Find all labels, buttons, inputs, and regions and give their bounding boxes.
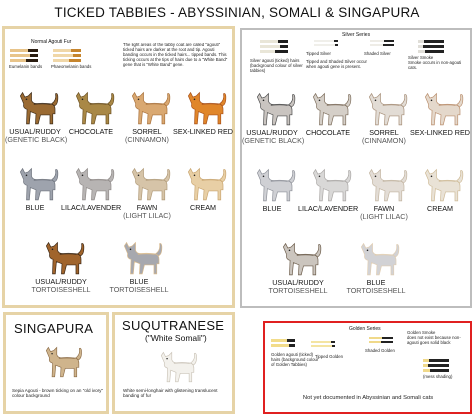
tipped-golden-label: Tipped Golden: [315, 354, 344, 359]
silver-smoke-swatch: [418, 38, 444, 54]
silver-series-panel: [240, 28, 472, 308]
normal-cat-subname: (CINNAMON): [125, 135, 169, 145]
normal-header: Normal Agouti Fur: [31, 39, 72, 45]
page-title: TICKED TABBIES - ABYSSINIAN, SOMALI & SINGAPURA: [54, 5, 420, 20]
suqutranese-panel: [112, 312, 235, 414]
singapura-note: Sepia Agouti - brown ticking on an "old ivory" colour background: [12, 388, 104, 399]
suqutranese-cat: [155, 347, 197, 383]
shaded-silver-label: Shaded Silver: [364, 51, 391, 56]
normal-cat-figure: [181, 163, 227, 201]
normal-cat-label: [117, 128, 177, 144]
silver-cat-name: USUAL/RUDDY: [246, 128, 298, 137]
normal-cat-figure: [69, 87, 115, 125]
normal-cat-name: CREAM: [190, 203, 216, 212]
silver-cat-name: BLUE: [262, 204, 282, 213]
normal-cat-label: [5, 127, 68, 145]
silver-cat-name: LILAC/LAVENDER: [298, 204, 359, 213]
silver-cat-figure: [418, 164, 464, 202]
tipped-silver-swatch: [314, 38, 338, 50]
silver-cat-figure: [306, 88, 352, 126]
silver-header: Silver Series: [342, 32, 371, 38]
silver-cat-label: [298, 129, 358, 137]
silver-cat-label: [346, 279, 406, 295]
silver-agouti-swatch: [260, 38, 288, 54]
silver-smoke-label: Silver Smoke: [408, 55, 434, 60]
silver-cat-subname: (LIGHT LILAC): [360, 212, 408, 222]
singapura-title: SINGAPURA: [14, 321, 94, 336]
silver-cat-label: [268, 279, 328, 295]
silver-cat-label: [242, 128, 305, 146]
silver-cat-figure: [362, 88, 408, 126]
normal-cat-figure: [69, 163, 115, 201]
eumelanin-swatch: [10, 47, 38, 63]
silver-cat-label: [410, 129, 470, 137]
normal-cat-figure: [13, 163, 59, 201]
silver-cat-subname: (CINNAMON): [362, 136, 406, 146]
silver-cat-name: FAWN: [373, 204, 395, 213]
silver-cat-label: [410, 205, 470, 213]
silver-cat-figure: [276, 238, 322, 276]
eumelanin-label: Eumelanin bands: [9, 64, 43, 69]
silver-cat-name: SORREL: [369, 128, 399, 137]
normal-cat-figure: [13, 87, 59, 125]
silver-cat-label: [242, 205, 302, 213]
silver-cat-figure: [250, 88, 296, 126]
singapura-cat: [40, 342, 82, 378]
silver-cat-name: CREAM: [427, 204, 453, 213]
suqutranese-title: SUQUTRANESE: [122, 318, 225, 333]
normal-cat-subname: (GENETIC BLACK): [5, 135, 68, 145]
normal-cat-name: BLUE: [25, 203, 45, 212]
golden-smoke-note: does not exist because non-agouti goes solid black: [407, 335, 461, 345]
suqutranese-subtitle: ("White Somali"): [145, 333, 207, 343]
tipped-silver-label: Tipped Silver: [306, 51, 331, 56]
normal-cat-label: [61, 204, 121, 212]
normal-note: The light areas of the tabby coat are called "agouti" ticked hairs are darker at the root and tip. Agouti banding occurs in the ticked hairs... tipped bands. This ticking occurs at the tips of hairs due to a "White Band" gene that is "White Band" gene.: [123, 43, 228, 67]
silver-cat-subname: TORTOISESHELL: [346, 286, 406, 296]
silver-cat-figure: [306, 164, 352, 202]
golden-footer: Not yet documented in Abyssinian and Somali cats: [302, 395, 434, 401]
normal-cat-label: [61, 128, 121, 136]
silver-cat-label: [354, 129, 414, 145]
normal-cat-figure: [39, 237, 85, 275]
mess-shading-label: (mess shading): [423, 374, 453, 379]
silver-cat-figure: [418, 88, 464, 126]
normal-agouti-panel: [2, 26, 235, 308]
normal-cat-label: [5, 204, 65, 212]
phaeomelanin-swatch: [53, 47, 81, 63]
silver-cat-subname: TORTOISESHELL: [268, 286, 328, 296]
normal-cat-name: SORREL: [132, 127, 162, 136]
golden-agouti-label: Golden agouti (ticked) hairs (background colour of Golden Tabbies): [271, 352, 319, 367]
normal-cat-name: BLUE: [129, 277, 149, 286]
silver-cat-label: [354, 205, 414, 221]
silver-cat-subname: (GENETIC BLACK): [242, 136, 305, 146]
silver-cat-name: SEX-LINKED RED: [410, 128, 470, 137]
silver-cat-figure: [250, 164, 296, 202]
normal-cat-figure: [181, 87, 227, 125]
normal-cat-figure: [117, 237, 163, 275]
tipped-shaded-note: Tipped and Shaded Silver occur when agouti gene is present.: [306, 59, 367, 69]
silver-cat-figure: [362, 164, 408, 202]
shaded-golden-label: Shaded Golden: [365, 348, 395, 353]
normal-cat-name: LILAC/LAVENDER: [61, 203, 122, 212]
smoke-note: Smoke occurs in non-agouti cats.: [408, 60, 462, 70]
normal-cat-subname: (LIGHT LILAC): [123, 211, 171, 221]
silver-cat-figure: [354, 238, 400, 276]
golden-smoke-swatch: [423, 357, 449, 373]
normal-cat-label: [109, 278, 169, 294]
normal-cat-name: SEX-LINKED RED: [173, 127, 233, 136]
normal-cat-subname: TORTOISESHELL: [109, 285, 169, 295]
normal-cat-name: FAWN: [136, 203, 158, 212]
silver-agouti-label: Silver agouti (ticked) hairs (background colour of silver tabbies): [250, 58, 303, 73]
normal-cat-subname: TORTOISESHELL: [31, 285, 91, 295]
silver-cat-name: BLUE: [366, 278, 386, 287]
normal-cat-name: CHOCOLATE: [68, 127, 114, 136]
normal-cat-name: USUAL/RUDDY: [9, 127, 61, 136]
normal-cat-figure: [125, 87, 171, 125]
normal-cat-name: USUAL/RUDDY: [35, 277, 87, 286]
silver-cat-name: CHOCOLATE: [305, 128, 351, 137]
shaded-golden-swatch: [369, 335, 393, 347]
normal-cat-label: [117, 204, 177, 220]
normal-cat-label: [31, 278, 91, 294]
golden-smoke-label: Golden Smoke: [407, 330, 436, 335]
normal-cat-figure: [125, 163, 171, 201]
shaded-silver-swatch: [370, 38, 394, 50]
golden-header: Golden Series: [349, 326, 381, 332]
golden-agouti-swatch: [271, 337, 295, 351]
silver-cat-name: USUAL/RUDDY: [272, 278, 324, 287]
silver-cat-label: [298, 205, 358, 213]
phaeomelanin-label: Phaeomelanin bands: [51, 64, 92, 69]
golden-series-panel: [263, 321, 472, 414]
normal-cat-label: [173, 204, 233, 212]
singapura-panel: [3, 312, 109, 414]
tipped-golden-swatch: [311, 339, 335, 349]
suqutranese-note: White semi-longhair with glistening translucent banding of fur: [123, 388, 218, 399]
normal-cat-label: [173, 128, 233, 136]
